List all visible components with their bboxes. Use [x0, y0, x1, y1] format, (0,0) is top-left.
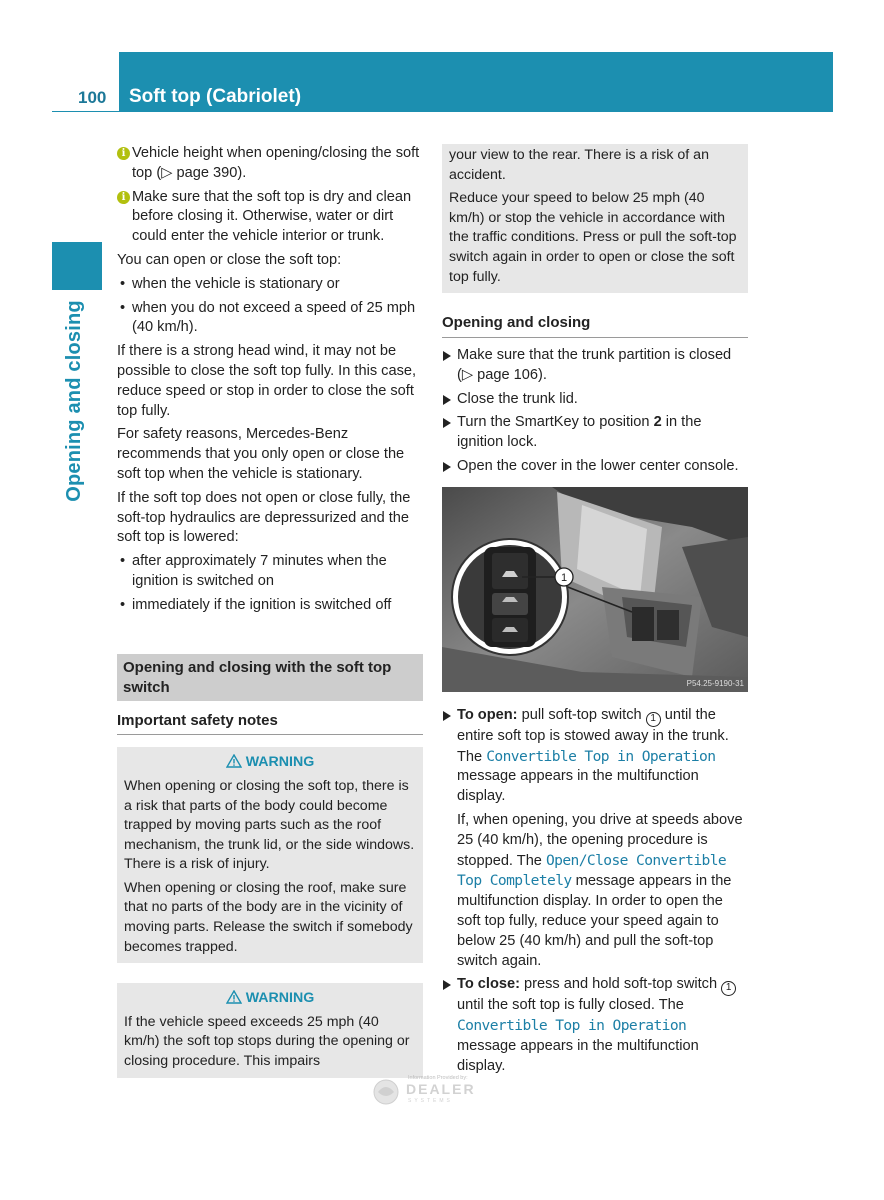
display-message: Convertible Top in Operation	[457, 1017, 687, 1035]
step-arrow-icon	[443, 395, 451, 405]
step-arrow-icon	[443, 462, 451, 472]
page-number: 100	[78, 88, 107, 107]
console-photo	[442, 487, 748, 692]
paragraph: If the soft top does not open or close fully, the soft-top hydraulics are depressurized and the soft top is lowered:	[117, 489, 411, 546]
photo-callout-number: 1	[560, 571, 568, 584]
section-title: Opening and closing with the soft top switch	[117, 654, 423, 701]
warning-header: WARNING	[124, 989, 416, 1009]
display-message: Convertible Top in Operation	[486, 747, 716, 765]
warning-triangle-icon	[226, 990, 242, 1004]
warning-text: When opening or closing the roof, make sure that no parts of the body are in the vicinity of moving parts. Release the switch if somebody becomes trapped.	[124, 879, 413, 955]
step-item: Close the trunk lid.	[442, 390, 748, 410]
info-note: i Vehicle height when opening/closing the soft top (▷ page 390).	[117, 144, 423, 184]
bullet-item: • immediately if the ignition is switched off	[117, 596, 423, 616]
chapter-tab	[52, 242, 102, 290]
warning-text: your view to the rear. There is a risk of an accident.	[449, 147, 709, 183]
warning-continued	[442, 144, 748, 293]
paragraph: For safety reasons, Mercedes-Benz recommends that you only open or close the soft top when the vehicle is stationary.	[117, 426, 405, 482]
step-arrow-icon	[443, 351, 451, 361]
step-item: Open the cover in the lower center console.	[442, 457, 748, 477]
watermark-small-text: Information Provided by:	[408, 1075, 468, 1081]
chapter-label: Opening and closing	[63, 300, 86, 502]
info-note: i Make sure that the soft top is dry and clean before closing it. Otherwise, water or dirt could enter the vehicle interior or trunk.	[117, 188, 423, 247]
watermark-sub: SYSTEMS	[408, 1098, 453, 1104]
right-column	[442, 144, 748, 1080]
watermark-brand: DEALER	[406, 1081, 476, 1097]
page-title: Soft top (Cabriolet)	[129, 86, 302, 107]
warning-box	[117, 983, 423, 1077]
warning-text: When opening or closing the soft top, there is a risk that parts of the body could become trapped by moving parts such as the roof mechanism, the trunk lid, or the side windows. There is a risk of injury.	[124, 777, 415, 873]
warning-box	[117, 747, 423, 963]
subheading: Opening and closing	[442, 313, 748, 338]
warning-text: Reduce your speed to below 25 mph (40 km/h) or stop the vehicle in accordance with the traffic conditions. Press or pull the soft-top switch again in order to open or close the soft top fully.	[449, 190, 737, 285]
photo-code: P54.25-9190-31	[686, 678, 744, 688]
info-icon: i	[117, 147, 130, 160]
callout-number: 1	[646, 712, 661, 727]
header-rule	[52, 111, 119, 112]
warning-text: If the vehicle speed exceeds 25 mph (40 km/h) the soft top stops during the opening or closing procedure. This impairs	[124, 1013, 410, 1070]
paragraph: If there is a strong head wind, it may not be possible to close the soft top fully. In this case, reduce speed or stop in order to close the soft top fully.	[117, 343, 417, 419]
step-arrow-icon	[443, 418, 451, 428]
step-continuation: If, when opening, you drive at speeds above 25 (40 km/h), the opening procedure is stopped. The Open/Close Convertible Top Completely message appears in the multifunction display. In order to open the soft top fully, reduce your speed again to below 25 (40 km/h) and pull the soft-top switch again.	[457, 811, 743, 969]
bullet-item: • when the vehicle is stationary or	[117, 275, 423, 295]
dealer-watermark	[372, 1070, 512, 1110]
warning-triangle-icon	[226, 754, 242, 768]
subheading: Important safety notes	[117, 711, 423, 736]
step-item: Make sure that the trunk partition is closed (▷ page 106).	[442, 346, 748, 386]
console-illustration	[442, 487, 748, 692]
step-arrow-icon	[443, 980, 451, 990]
step-item: Turn the SmartKey to position 2 in the ignition lock.	[442, 413, 748, 453]
left-column	[117, 144, 423, 1078]
info-icon: i	[117, 191, 130, 204]
step-item: To close: press and hold soft-top switch 1 until the soft top is fully closed. The Convertible Top in Operation message appears in the multifunction display.	[442, 975, 748, 1076]
display-message: Open/Close Convertible Top Completely	[457, 851, 727, 890]
step-arrow-icon	[443, 711, 451, 721]
bullet-item: • after approximately 7 minutes when the ignition is switched on	[117, 552, 423, 592]
step-item: To open: pull soft-top switch 1 until the entire soft top is stowed away in the trunk. The Convertible Top in Operation message appears in the multifunction display.	[442, 706, 748, 807]
warning-header: WARNING	[124, 753, 416, 773]
bullet-item: • when you do not exceed a speed of 25 mph (40 km/h).	[117, 299, 423, 339]
callout-number: 1	[721, 981, 736, 996]
paragraph: You can open or close the soft top:	[117, 251, 342, 268]
